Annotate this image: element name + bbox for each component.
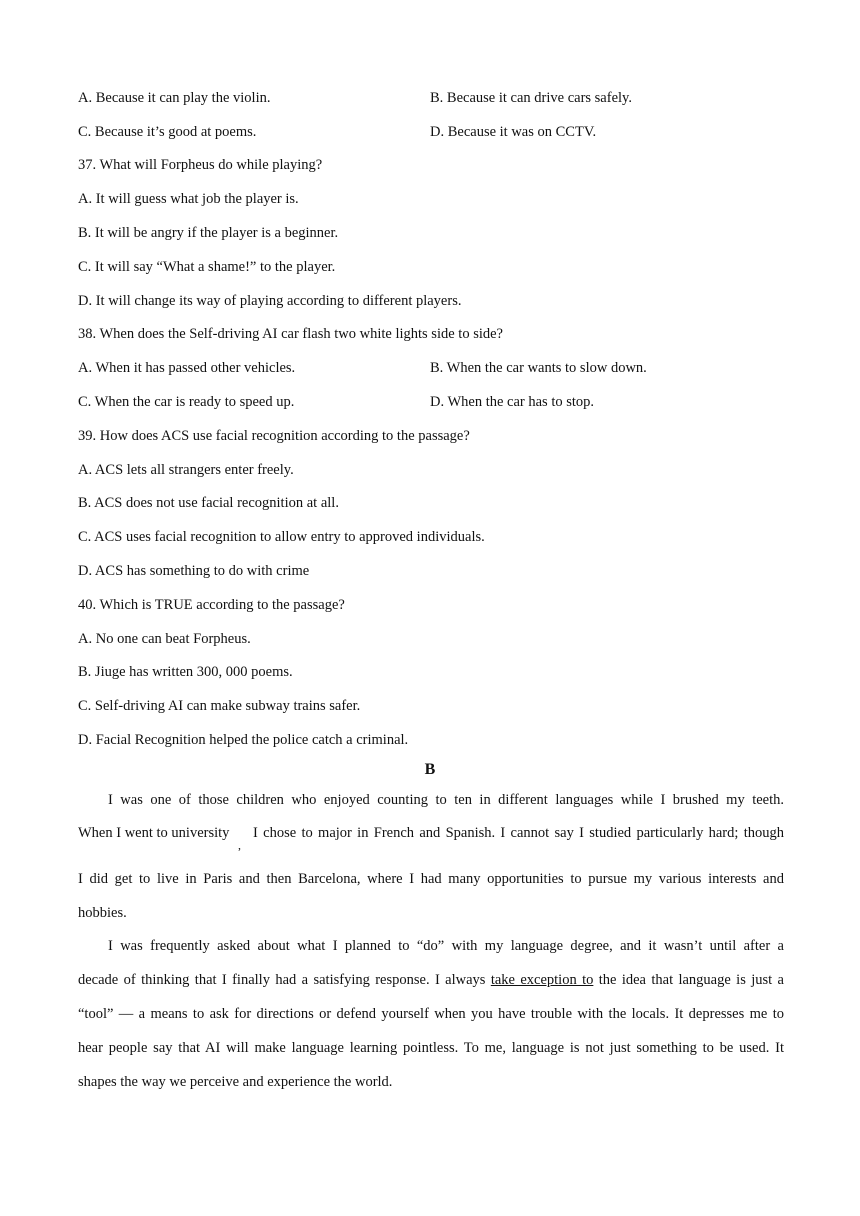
underlined-phrase: take exception to — [490, 972, 594, 988]
q40-option-a: A. No one can beat Forpheus. — [78, 631, 251, 647]
q36-option-d: D. Because it was on CCTV. — [430, 124, 597, 140]
q38-option-b: B. When the car wants to slow down. — [430, 360, 647, 376]
paragraph-2-line-2 — [78, 971, 784, 989]
q36-option-c: C. Because it’s good at poems. — [78, 124, 257, 140]
paragraph-1-line-2a: When I went to university — [78, 825, 230, 841]
paragraph-1-line-3: I did get to live in Paris and then Barcelona, where I had many opportunities to pursue my various interests and — [78, 871, 784, 887]
q37-option-d: D. It will change its way of playing according to different players. — [78, 293, 462, 309]
q38-stem: 38. When does the Self-driving AI car flash two white lights side to side? — [78, 326, 503, 342]
q38-option-c: C. When the car is ready to speed up. — [78, 394, 295, 410]
q36-option-b: B. Because it can drive cars safely. — [430, 90, 632, 106]
paragraph-1-line-2b: I chose to major in French and Spanish. I cannot say I studied particularly hard; though — [253, 825, 784, 841]
q39-option-c: C. ACS uses facial recognition to allow entry to approved individuals. — [78, 529, 485, 545]
q39-option-b: B. ACS does not use facial recognition at all. — [78, 495, 339, 511]
q36-option-a: A. Because it can play the violin. — [78, 90, 271, 106]
stray-comma: , — [238, 838, 241, 852]
paragraph-2-line-2-end: the idea that language is just a — [593, 972, 784, 988]
q40-option-c: C. Self-driving AI can make subway trains safer. — [78, 698, 361, 714]
paragraph-2-line-2-start: decade of thinking that I finally had a satisfying response. I always — [78, 972, 491, 988]
paragraph-2-line-4: hear people say that AI will make language learning pointless. To me, language is not just something to be used. It — [78, 1040, 784, 1056]
section-heading: B — [424, 761, 436, 778]
q39-option-a: A. ACS lets all strangers enter freely. — [78, 462, 294, 478]
q37-option-a: A. It will guess what job the player is. — [78, 191, 299, 207]
paragraph-1-line-4: hobbies. — [78, 905, 127, 921]
q38-option-a: A. When it has passed other vehicles. — [78, 360, 296, 376]
paragraph-2-line-1: I was frequently asked about what I planned to “do” with my language degree, and it wasn’t until after a — [108, 938, 784, 954]
q37-stem: 37. What will Forpheus do while playing? — [78, 157, 323, 173]
q40-stem: 40. Which is TRUE according to the passage? — [78, 597, 345, 613]
q40-option-d: D. Facial Recognition helped the police catch a criminal. — [78, 732, 409, 748]
paragraph-2-line-5: shapes the way we perceive and experience the world. — [78, 1074, 393, 1090]
q38-option-d: D. When the car has to stop. — [430, 394, 595, 410]
q40-option-b: B. Jiuge has written 300, 000 poems. — [78, 664, 293, 680]
q37-option-b: B. It will be angry if the player is a beginner. — [78, 225, 339, 241]
paragraph-1-line-1: I was one of those children who enjoyed counting to ten in different languages while I brushed my teeth. — [108, 792, 784, 808]
q37-option-c: C. It will say “What a shame!” to the player. — [78, 259, 336, 275]
paragraph-2-line-3: “tool” — a means to ask for directions or defend yourself when you have trouble with the locals. It depresses me to — [78, 1006, 784, 1022]
q39-stem: 39. How does ACS use facial recognition according to the passage? — [78, 428, 470, 444]
q39-option-d: D. ACS has something to do with crime — [78, 563, 310, 579]
